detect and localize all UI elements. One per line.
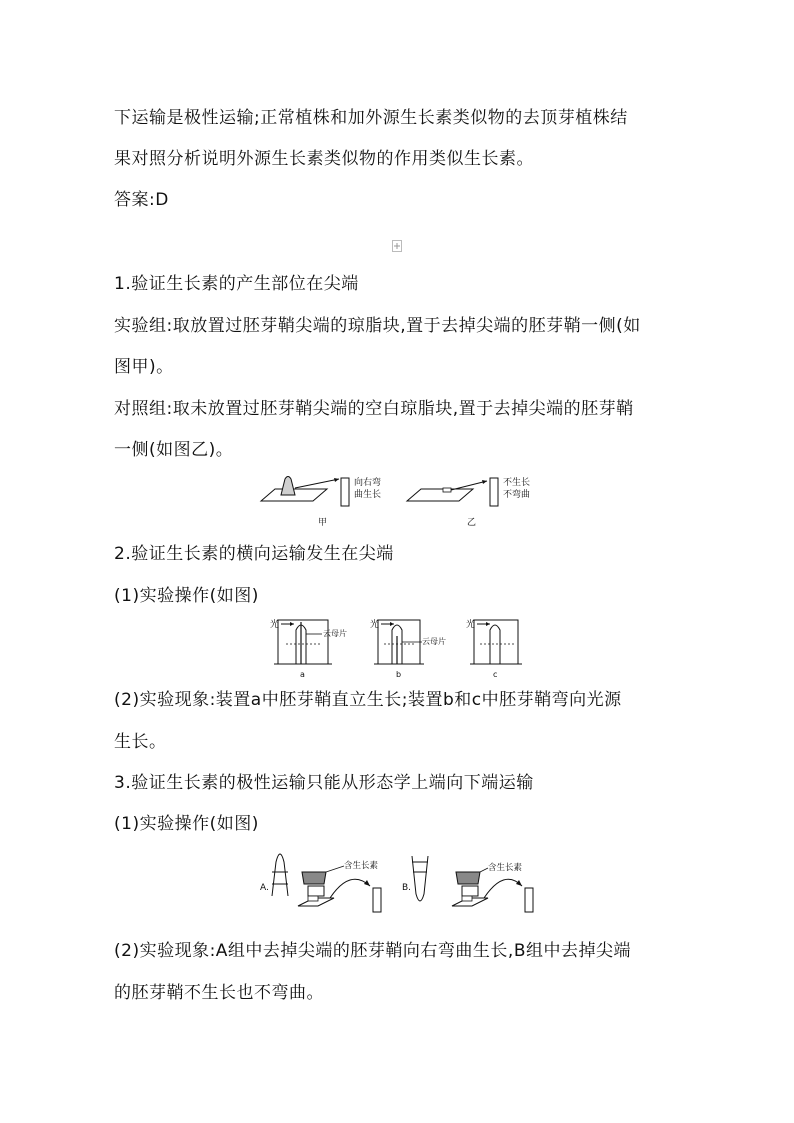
device-b-caption: b — [396, 670, 402, 679]
section-2-step-1: (1)实验操作(如图) — [114, 586, 259, 606]
device-a-caption: a — [300, 670, 305, 679]
group-b-auxin-label: 含生长素 — [488, 863, 523, 873]
device-b-light: 光 — [370, 620, 380, 630]
section-1-line-4: 一侧(如图乙)。 — [114, 440, 234, 460]
figure-yi — [407, 476, 530, 528]
section-2-heading: 2.验证生长素的横向运输发生在尖端 — [114, 544, 394, 564]
device-c-light: 光 — [466, 620, 476, 630]
figure-yi-result-2: 不弯曲 — [503, 490, 531, 500]
section-3-step-2-line-1: (2)实验现象:A组中去掉尖端的胚芽鞘向右弯曲生长,B组中去掉尖端 — [114, 941, 632, 961]
device-b-mica: 云母片 — [422, 637, 446, 646]
section-1-heading: 1.验证生长素的产生部位在尖端 — [114, 274, 359, 294]
device-c — [466, 618, 522, 679]
group-b-label: B. — [402, 883, 412, 893]
figure-jia-result-1: 向右弯 — [354, 478, 382, 488]
section-2-step-2-line-2: 生长。 — [114, 732, 167, 752]
figure-yi-caption: 乙 — [467, 518, 477, 528]
section-2-step-2-line-1: (2)实验现象:装置a中胚芽鞘直立生长;装置b和c中胚芽鞘弯向光源 — [114, 690, 622, 710]
answer-line: 答案:D — [114, 190, 169, 210]
group-a — [260, 854, 381, 912]
device-b — [370, 618, 446, 679]
section-1-line-3: 对照组:取未放置过胚芽鞘尖端的空白琼脂块,置于去掉尖端的胚芽鞘 — [114, 399, 634, 419]
figure-jia-yi — [255, 470, 545, 532]
section-3-step-1: (1)实验操作(如图) — [114, 814, 259, 834]
figure-yi-result-1: 不生长 — [503, 478, 531, 488]
figure-polar-transport — [256, 846, 542, 918]
device-a-mica: 云母片 — [323, 629, 347, 638]
section-3-step-2-line-2: 的胚芽鞘不生长也不弯曲。 — [114, 983, 324, 1003]
section-3-heading: 3.验证生长素的极性运输只能从形态学上端向下端运输 — [114, 773, 534, 793]
figure-abc — [268, 614, 528, 680]
figure-jia — [261, 476, 381, 528]
section-1-line-1: 实验组:取放置过胚芽鞘尖端的琼脂块,置于去掉尖端的胚芽鞘一侧(如 — [114, 316, 641, 336]
small-image-placeholder-icon — [392, 240, 402, 252]
paragraph-line-2: 果对照分析说明外源生长素类似物的作用类似生长素。 — [114, 149, 534, 169]
figure-jia-result-2: 曲生长 — [354, 490, 382, 500]
group-a-auxin-label: 含生长素 — [344, 861, 379, 871]
device-a — [270, 618, 347, 679]
section-1-line-2: 图甲)。 — [114, 357, 174, 377]
device-c-caption: c — [493, 670, 498, 679]
device-a-light: 光 — [270, 620, 280, 630]
paragraph-line-1: 下运输是极性运输;正常植株和加外源生长素类似物的去顶芽植株结 — [114, 108, 628, 128]
group-a-label: A. — [260, 883, 269, 893]
figure-jia-caption: 甲 — [318, 518, 328, 528]
group-b — [402, 856, 533, 912]
